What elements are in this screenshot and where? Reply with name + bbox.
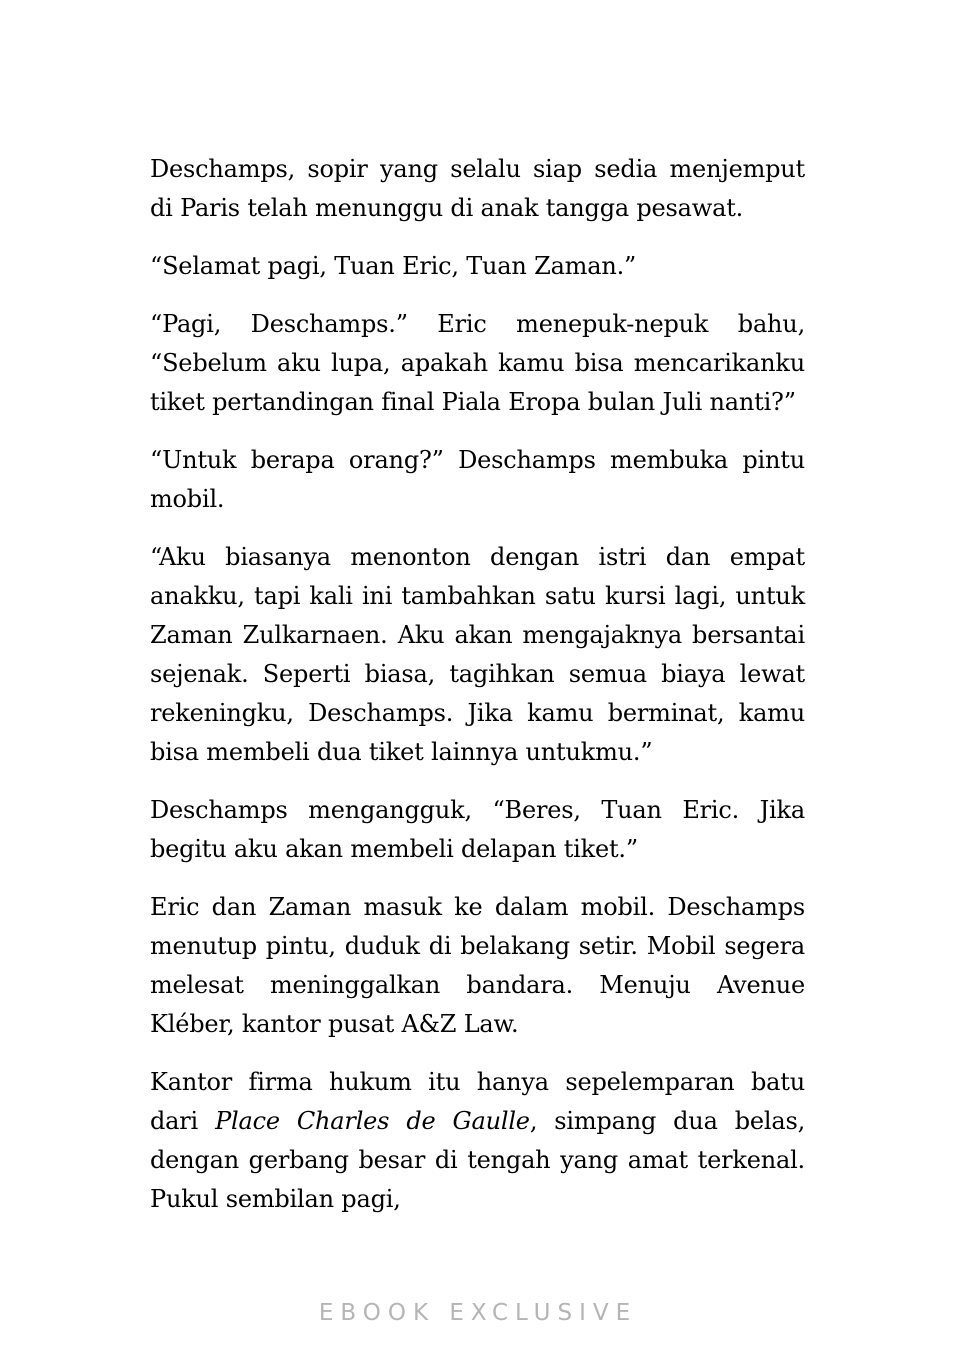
paragraph-5: “Aku biasanya menonton dengan istri dan empat anakku, tapi kali ini tambahkan satu kursi lagi, untuk Zaman Zulkarnaen. Aku akan mengajaknya bersantai sejenak. Seperti biasa, tagihkan semua biaya lewat rekeningku, Deschamps. Jika kamu berminat, kamu bisa membeli dua tiket lainnya untukmu.”: [150, 543, 805, 766]
ebook-exclusive-footer: EBOOK EXCLUSIVE: [318, 1300, 638, 1326]
paragraph-6: Deschamps mengangguk, “Beres, Tuan Eric. Jika begitu aku akan membeli delapan tiket.”: [150, 796, 805, 863]
place-name-italic: Place Charles de Gaulle: [215, 1107, 530, 1135]
paragraph-8-lead: Kantor firma hukum itu hanya sepelemparan batu dari: [150, 1068, 805, 1135]
paragraph-1: Deschamps, sopir yang selalu siap sedia menjemput di Paris telah menunggu di anak tangga pesawat.: [150, 155, 805, 222]
page-body: [150, 150, 805, 1219]
paragraph-4: “Untuk berapa orang?” Deschamps membuka pintu mobil.: [150, 446, 805, 513]
paragraph-8-tail: , simpang dua belas, dengan gerbang besar di tengah yang amat terkenal. Pukul sembilan pagi,: [150, 1107, 806, 1213]
paragraph-3: “Pagi, Deschamps.” Eric menepuk-nepuk bahu, “Sebelum aku lupa, apakah kamu bisa mencarikanku tiket pertandingan final Piala Eropa bulan Juli nanti?”: [150, 310, 805, 416]
paragraph-7: Eric dan Zaman masuk ke dalam mobil. Deschamps menutup pintu, duduk di belakang setir. Mobil segera melesat meninggalkan bandara. Menuju Avenue Kléber, kantor pusat A&Z Law.: [150, 893, 805, 1038]
paragraph-8: [150, 1063, 805, 1219]
paragraph-2: “Selamat pagi, Tuan Eric, Tuan Zaman.”: [150, 252, 637, 280]
